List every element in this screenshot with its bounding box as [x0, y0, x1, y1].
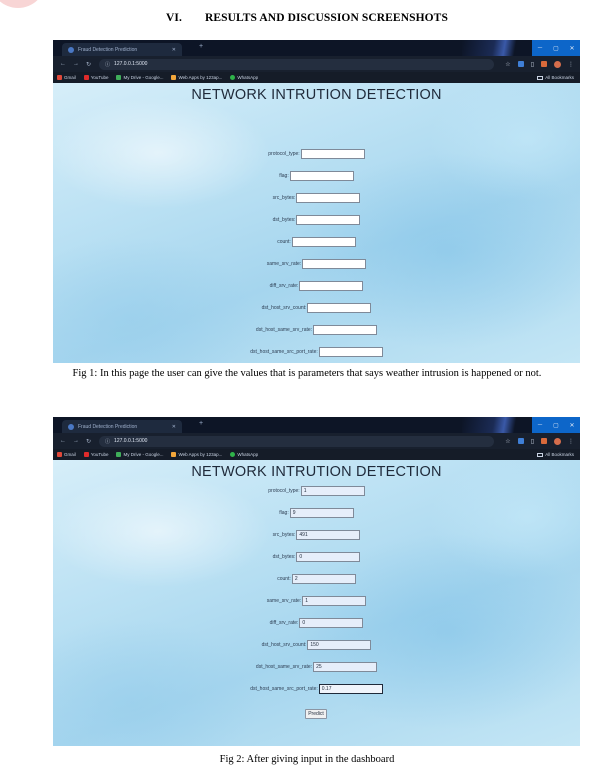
bookmark-youtube[interactable]: YouTube: [84, 75, 109, 80]
tab-close-icon[interactable]: ✕: [171, 46, 176, 53]
field-diff-srv-rate: [53, 280, 580, 291]
app-page: [53, 83, 580, 363]
figure-1-screenshot: [53, 40, 580, 363]
wallpaper-streak: [462, 40, 532, 56]
dst-host-same-srv-rate-input[interactable]: [313, 325, 377, 335]
bookmark-whatsapp[interactable]: WhatsApp: [230, 75, 258, 80]
address-url: 127.0.0.1:5000: [114, 61, 148, 67]
address-url: 127.0.0.1:5000: [114, 438, 148, 444]
field-label: same_srv_rate:: [266, 260, 302, 267]
whatsapp-icon: [230, 75, 235, 80]
page-decoration-arc: [0, 0, 46, 8]
bookmark-youtube[interactable]: YouTube: [84, 452, 109, 457]
app-title: NETWORK INTRUTION DETECTION: [191, 87, 442, 103]
field-src-bytes: [53, 192, 580, 203]
field-label: protocol_type:: [268, 487, 300, 494]
flag-input[interactable]: [290, 171, 354, 181]
extension-icon[interactable]: [518, 438, 524, 444]
bookmark-star-icon[interactable]: ☆: [505, 61, 511, 68]
webapps-icon: [171, 75, 176, 80]
menu-kebab-icon[interactable]: ⋮: [568, 61, 574, 68]
bookmark-webapps[interactable]: Web Apps by 123ap...: [171, 452, 222, 457]
same-srv-rate-input[interactable]: [302, 259, 366, 269]
section-number: VI.: [166, 12, 182, 24]
field-diff-srv-rate: [53, 617, 580, 628]
menu-kebab-icon[interactable]: ⋮: [568, 438, 574, 445]
tab-favicon-icon: [68, 47, 74, 53]
src-bytes-input[interactable]: 491: [296, 530, 360, 540]
profile-avatar-icon[interactable]: [554, 61, 561, 68]
field-dst-host-same-srv-rate: [53, 324, 580, 335]
dst-host-srv-count-input[interactable]: [307, 303, 371, 313]
browser-tab-bar: [53, 417, 580, 433]
bookmark-gmail[interactable]: Gmail: [57, 75, 76, 80]
field-src-bytes: [53, 529, 580, 540]
src-bytes-input[interactable]: [296, 193, 360, 203]
tab-title: Fraud Detection Prediction: [78, 46, 138, 53]
forward-arrow-icon[interactable]: →: [73, 438, 79, 444]
reload-icon[interactable]: ↻: [86, 61, 92, 68]
site-info-icon[interactable]: ⓘ: [105, 438, 111, 445]
diff-srv-rate-input[interactable]: [299, 281, 363, 291]
field-label: diff_srv_rate:: [269, 282, 299, 289]
bookmarks-bar: [53, 72, 580, 83]
new-tab-icon[interactable]: +: [199, 43, 204, 50]
tab-favicon-icon: [68, 424, 74, 430]
bookmark-whatsapp[interactable]: WhatsApp: [230, 452, 258, 457]
figure-1-caption: Fig 1: In this page the user can give the values that is parameters that says weather intrusion is happened or not.: [72, 368, 542, 379]
gmail-icon: [57, 452, 62, 457]
tab-title: Fraud Detection Prediction: [78, 423, 138, 430]
field-label: dst_host_same_src_port_rate:: [250, 685, 318, 692]
sidepanel-icon[interactable]: ▯: [530, 438, 534, 445]
protocol-type-input[interactable]: [301, 149, 365, 159]
app-page: [53, 460, 580, 746]
dst-host-same-src-port-rate-input[interactable]: 0.17: [319, 684, 383, 694]
figure-2-screenshot: [53, 417, 580, 746]
flag-input[interactable]: 9: [290, 508, 354, 518]
field-label: flag:: [279, 172, 289, 179]
dst-bytes-input[interactable]: 0: [296, 552, 360, 562]
field-same-srv-rate: [53, 595, 580, 606]
field-protocol-type: [53, 148, 580, 159]
close-window-icon[interactable]: ✕: [564, 417, 580, 433]
maximize-icon[interactable]: ▢: [548, 40, 564, 56]
count-input[interactable]: 2: [292, 574, 356, 584]
bookmark-drive[interactable]: My Drive - Google...: [116, 452, 163, 457]
field-label: diff_srv_rate:: [269, 619, 299, 626]
minimize-icon[interactable]: ─: [532, 417, 548, 433]
dst-bytes-input[interactable]: [296, 215, 360, 225]
field-count: [53, 236, 580, 247]
bookmark-star-icon[interactable]: ☆: [505, 438, 511, 445]
field-label: protocol_type:: [268, 150, 300, 157]
field-dst-host-srv-count: [53, 302, 580, 313]
field-label: count:: [277, 575, 291, 582]
extension-2-icon[interactable]: [541, 61, 547, 67]
bookmark-gmail[interactable]: Gmail: [57, 452, 76, 457]
reload-icon[interactable]: ↻: [86, 438, 92, 445]
forward-arrow-icon[interactable]: →: [73, 61, 79, 67]
section-heading: [0, 12, 614, 24]
field-dst-host-srv-count: [53, 639, 580, 650]
diff-srv-rate-input[interactable]: 0: [299, 618, 363, 628]
profile-avatar-icon[interactable]: [554, 438, 561, 445]
maximize-icon[interactable]: ▢: [548, 417, 564, 433]
predict-button[interactable]: Predict: [305, 709, 327, 719]
folder-icon: [537, 453, 543, 457]
address-bar[interactable]: [99, 59, 494, 70]
back-arrow-icon[interactable]: ←: [60, 438, 66, 444]
field-label: count:: [277, 238, 291, 245]
section-title: RESULTS AND DISCUSSION SCREENSHOTS: [204, 12, 448, 24]
app-title: NETWORK INTRUTION DETECTION: [191, 464, 442, 480]
field-dst-host-same-src-port-rate: [53, 683, 580, 694]
youtube-icon: [84, 452, 89, 457]
drive-icon: [116, 452, 121, 457]
sidepanel-icon[interactable]: ▯: [530, 61, 534, 68]
field-label: dst_host_same_src_port_rate:: [250, 348, 318, 355]
field-label: dst_host_same_srv_rate:: [255, 326, 313, 333]
site-info-icon[interactable]: ⓘ: [105, 61, 111, 68]
field-dst-host-same-src-port-rate: [53, 346, 580, 357]
field-label: same_srv_rate:: [266, 597, 302, 604]
whatsapp-icon: [230, 452, 235, 457]
new-tab-icon[interactable]: +: [199, 420, 204, 427]
bookmark-webapps[interactable]: Web Apps by 123ap...: [171, 75, 222, 80]
wallpaper-streak: [462, 417, 532, 433]
figure-2-caption: Fig 2: After giving input in the dashboard: [219, 754, 395, 765]
browser-tab-bar: [53, 40, 580, 56]
back-arrow-icon[interactable]: ←: [60, 61, 66, 67]
extension-2-icon[interactable]: [541, 438, 547, 444]
minimize-icon[interactable]: ─: [532, 40, 548, 56]
field-dst-host-same-srv-rate: [53, 661, 580, 672]
browser-tab[interactable]: [62, 420, 182, 433]
field-label: dst_host_srv_count:: [261, 304, 307, 311]
dst-host-srv-count-input[interactable]: 150: [307, 640, 371, 650]
dst-host-same-src-port-rate-input[interactable]: [319, 347, 383, 357]
field-label: dst_bytes:: [272, 553, 296, 560]
field-dst-bytes: [53, 214, 580, 225]
gmail-icon: [57, 75, 62, 80]
folder-icon: [537, 76, 543, 80]
same-srv-rate-input[interactable]: 1: [302, 596, 366, 606]
browser-toolbar: [53, 433, 580, 449]
field-dst-bytes: [53, 551, 580, 562]
tab-close-icon[interactable]: ✕: [171, 423, 176, 430]
bookmarks-bar: [53, 449, 580, 460]
field-protocol-type: [53, 485, 580, 496]
field-label: dst_bytes:: [272, 216, 296, 223]
browser-tab[interactable]: [62, 43, 182, 56]
youtube-icon: [84, 75, 89, 80]
drive-icon: [116, 75, 121, 80]
field-same-srv-rate: [53, 258, 580, 269]
field-flag: [53, 170, 580, 181]
field-label: src_bytes:: [272, 531, 296, 538]
all-bookmarks[interactable]: All Bookmarks: [537, 75, 574, 80]
field-label: dst_host_same_srv_rate:: [255, 663, 313, 670]
close-window-icon[interactable]: ✕: [564, 40, 580, 56]
protocol-type-input[interactable]: 1: [301, 486, 365, 496]
dst-host-same-srv-rate-input[interactable]: 25: [313, 662, 377, 672]
field-flag: [53, 507, 580, 518]
count-input[interactable]: [292, 237, 356, 247]
browser-toolbar: [53, 56, 580, 72]
all-bookmarks[interactable]: All Bookmarks: [537, 452, 574, 457]
field-label: flag:: [279, 509, 289, 516]
extension-icon[interactable]: [518, 61, 524, 67]
field-count: [53, 573, 580, 584]
field-label: src_bytes:: [272, 194, 296, 201]
address-bar[interactable]: [99, 436, 494, 447]
webapps-icon: [171, 452, 176, 457]
field-label: dst_host_srv_count:: [261, 641, 307, 648]
bookmark-drive[interactable]: My Drive - Google...: [116, 75, 163, 80]
